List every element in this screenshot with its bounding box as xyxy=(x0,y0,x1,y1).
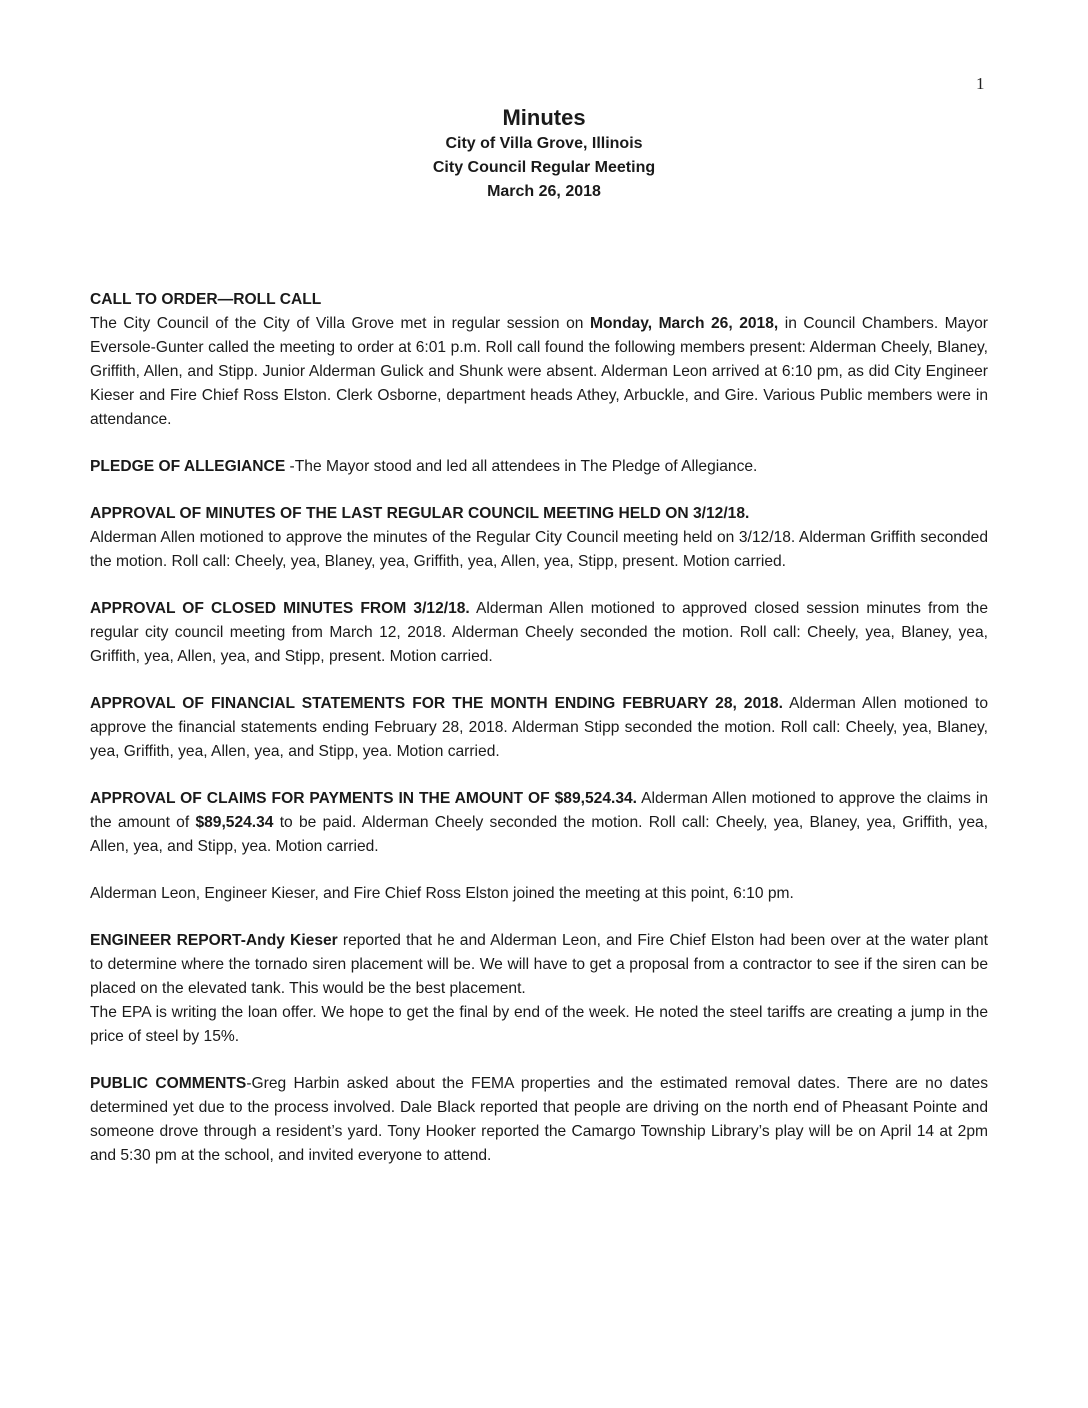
claims-text: Alderman Allen motioned to approve the claims in the amount of xyxy=(90,790,988,831)
city-name: City of Villa Grove, Illinois xyxy=(445,135,643,152)
engineer-text: reported that he and Alderman Leon, and Fire Chief Elston had been over at the water plant to determine where the tornado siren placement will be. We will have to get a proposal from a contractor to see if the siren can be placed on the elevated tank. This would be the best placement. xyxy=(90,932,988,997)
call-to-order-text: The City Council of the City of Villa Grove met in regular session on xyxy=(90,315,590,332)
document-title: Minutes xyxy=(502,105,586,130)
call-to-order-section xyxy=(90,288,988,432)
claims-text-2: to be paid. Alderman Cheely seconded the motion. Roll call: Cheely, yea, Blaney, yea, Griffith, yea, Allen, yea, and Stipp, yea. Motion carried. xyxy=(90,814,988,855)
joined-note xyxy=(90,882,988,906)
page-number: 1 xyxy=(976,74,985,93)
pledge-heading: PLEDGE OF ALLEGIANCE xyxy=(90,458,286,475)
joined-text: Alderman Leon, Engineer Kieser, and Fire Chief Ross Elston joined the meeting at this point, 6:10 pm. xyxy=(90,885,794,902)
engineer-text-2: The EPA is writing the loan offer. We hope to get the final by end of the week. He noted the steel tariffs are creating a jump in the price of steel by 15%. xyxy=(90,1004,988,1045)
financial-section xyxy=(90,692,988,764)
public-comments-heading: PUBLIC COMMENTS xyxy=(90,1075,247,1092)
pledge-text: -The Mayor stood and led all attendees in The Pledge of Allegiance. xyxy=(285,458,758,475)
call-to-order-text-2: in Council Chambers. Mayor Eversole-Gunter called the meeting to order at 6:01 p.m. Roll call found the following members present: Alderman Cheely, Blaney, Griffith, Allen, and Stipp. Junior Alderman Gulick and Shunk were absent. Alderman Leon arrived at 6:10 pm, as did City Engineer Kieser and Fire Chief Ross Elston. Clerk Osborne, department heads Athey, Arbuckle, and Gire. Various Public members were in attendance. xyxy=(90,315,988,428)
minutes-approval-section xyxy=(90,502,988,574)
closed-minutes-heading: APPROVAL OF CLOSED MINUTES FROM 3/12/18. xyxy=(90,600,470,617)
engineer-section xyxy=(90,929,988,1001)
financial-heading: APPROVAL OF FINANCIAL STATEMENTS FOR THE MONTH ENDING FEBRUARY 28, 2018. xyxy=(90,695,783,712)
closed-minutes-section xyxy=(90,597,988,669)
claims-heading: APPROVAL OF CLAIMS FOR PAYMENTS IN THE AMOUNT OF $89,524.34. xyxy=(90,790,638,807)
minutes-body xyxy=(90,288,988,1191)
claims-amount: $89,524.34 xyxy=(195,814,274,831)
public-comments-section xyxy=(90,1072,988,1168)
document-header xyxy=(0,104,1088,204)
meeting-date: March 26, 2018 xyxy=(487,183,601,200)
claims-section xyxy=(90,787,988,859)
meeting-date-bold: Monday, March 26, 2018, xyxy=(589,315,779,332)
public-comments-text: -Greg Harbin asked about the FEMA properties and the estimated removal dates. There are no dates determined yet due to the process involved. Dale Black reported that people are driving on the north end of Pheasant Pointe and someone drove through a resident’s yard. Tony Hooker reported the Camargo Township Library’s play will be on April 14 at 2pm and 5:30 pm at the school, and invited everyone to attend. xyxy=(90,1075,988,1164)
call-to-order-heading: CALL TO ORDER—ROLL CALL xyxy=(90,291,322,308)
pledge-section xyxy=(90,455,988,479)
financial-text: Alderman Allen motioned to approve the financial statements ending February 28, 2018. Alderman Stipp seconded the motion. Roll call: Cheely, yea, Blaney, yea, Griffith, yea, Allen, yea, and Stipp, yea. Motion carried. xyxy=(90,695,988,760)
minutes-approval-heading: APPROVAL OF MINUTES OF THE LAST REGULAR COUNCIL MEETING HELD ON 3/12/18. xyxy=(90,505,750,522)
minutes-approval-text: Alderman Allen motioned to approve the minutes of the Regular City Council meeting held on 3/12/18. Alderman Griffith seconded the motion. Roll call: Cheely, yea, Blaney, yea, Griffith, yea, Allen, yea, Stipp, present. Motion carried. xyxy=(90,529,988,570)
closed-minutes-text: Alderman Allen motioned to approved closed session minutes from the regular city council meeting from March 12, 2018. Alderman Cheely seconded the motion. Roll call: Cheely, yea, Blaney, yea, Griffith, yea, Allen, yea, and Stipp, present. Motion carried. xyxy=(90,600,989,665)
engineer-heading: ENGINEER REPORT-Andy Kieser xyxy=(90,932,338,949)
meeting-type: City Council Regular Meeting xyxy=(432,159,656,176)
engineer-section-2 xyxy=(90,1001,988,1049)
